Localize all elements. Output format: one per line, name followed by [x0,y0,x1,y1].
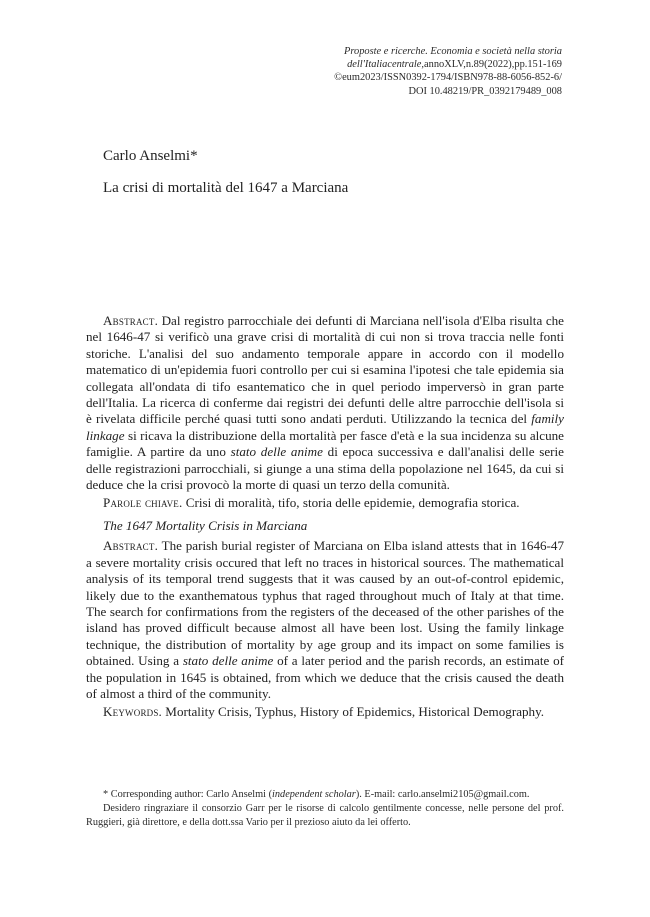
journal-issue-line [262,58,562,71]
abstract-italic-term: stato delle anime [230,444,323,460]
footnotes [86,788,564,831]
author-name: Carlo Anselmi* [103,148,198,164]
footnote-acknowledgements: Desidero ringraziare il consorzio Garr per le risorse di calcolo gentilmente concesse, nelle persone del prof. Ruggieri, già direttore, e della dott.ssa Vario per il prezioso aiuto da lei offerto. [86,803,564,829]
keywords-text: Crisi di moralità, tifo, storia delle epidemie, demografia storica. [182,495,520,511]
paper-title: La crisi di mortalità del 1647 a Marciana [103,180,349,196]
keywords-label: Keywords. [103,704,163,720]
keywords-label: Parole chiave. [103,495,183,511]
abstract-italic-term: family linkage [86,411,564,443]
keywords-english [86,704,564,720]
abstract-english [86,538,564,702]
abstract-italic-term: stato delle anime [182,653,274,669]
footnote-italic: independent scholar [272,789,356,800]
abstract-text: Dal registro parrocchiale dei defunti di Marciana nell'isola d'Elba risulta che nel 1646-47 si verificò una grave crisi di mortalità di cui non si trova traccia nelle fonti storiche. L'analisi del suo andamento temporale appare in accordo con il modello matematico di un'epidemia fuori controllo per cui si esamina l'ipotesi che tale epidemia sia collegata all'ondata di tifo esantematico che in quel periodo imperversò in gran parte dell'Italia. La ricerca di conferme dai registri dei defunti delle altre parrocchie dell'isola si è rivelata difficile perché quasi tutti sono andati perduti. Utilizzando la tecnica del [86,313,564,427]
footnote-corresponding-author [86,788,564,802]
abstract-text: of a later period and the parish records, an estimate of the population in 1645 is obtained, from which we deduce that the crisis caused the death of almost a third of the community. [86,653,564,701]
isbn-line: ©eum2023/ISSN0392-1794/ISBN978-88-6056-852-6/ [334,72,562,84]
journal-name-line: Proposte e ricerche. Economia e società nella storia [344,46,562,57]
keywords-text: Mortality Crisis, Typhus, History of Epidemics, Historical Demography. [162,704,545,720]
keywords-italian [86,495,564,511]
doi-line: DOI 10.48219/PR_0392179489_008 [408,85,562,97]
abstract-italian [86,313,564,493]
abstracts-section [86,313,564,721]
abstract-label: Abstract. [103,313,159,328]
footnote-text: * Corresponding author: Carlo Anselmi ( [103,789,273,800]
journal-region: dell'Italiacentrale, [347,59,425,71]
english-title: The 1647 Mortality Crisis in Marciana [103,517,308,533]
abstract-text: di epoca successiva e dall'analisi delle serie delle registrazioni parrocchiali, si giunge a una stima della popolazione nel 1645, da cui si deduce che la crisi provocò la morte di quasi un terzo della comunità. [86,444,564,493]
abstract-label: Abstract. [103,538,159,554]
footnote-text: ). E-mail: carlo.anselmi2105@gmail.com. [355,789,530,800]
journal-volume: annoXLV,n.89(2022),pp.151-169 [424,59,562,71]
abstract-text: si ricava la distribuzione della mortalità per fasce d'età e la sua incidenza su alcune famiglie. A partire da uno [86,427,564,460]
journal-header [262,45,562,98]
abstract-text: The parish burial register of Marciana on Elba island attests that in 1646-47 a severe mortality crisis occured that left no traces in historical sources. The mathematical analysis of its temporal trend suggests that it was caused by an out-of-control epidemic, likely due to the exanthematous typhus that raged throughout much of Italy at that time. The search for confirmations from the registers of the deceased of the other parishes of the island has proved difficult because almost all have been lost. Using the family linkage technique, the distribution of mortality by age group and its impact on some families is obtained. Using a [86,538,564,669]
